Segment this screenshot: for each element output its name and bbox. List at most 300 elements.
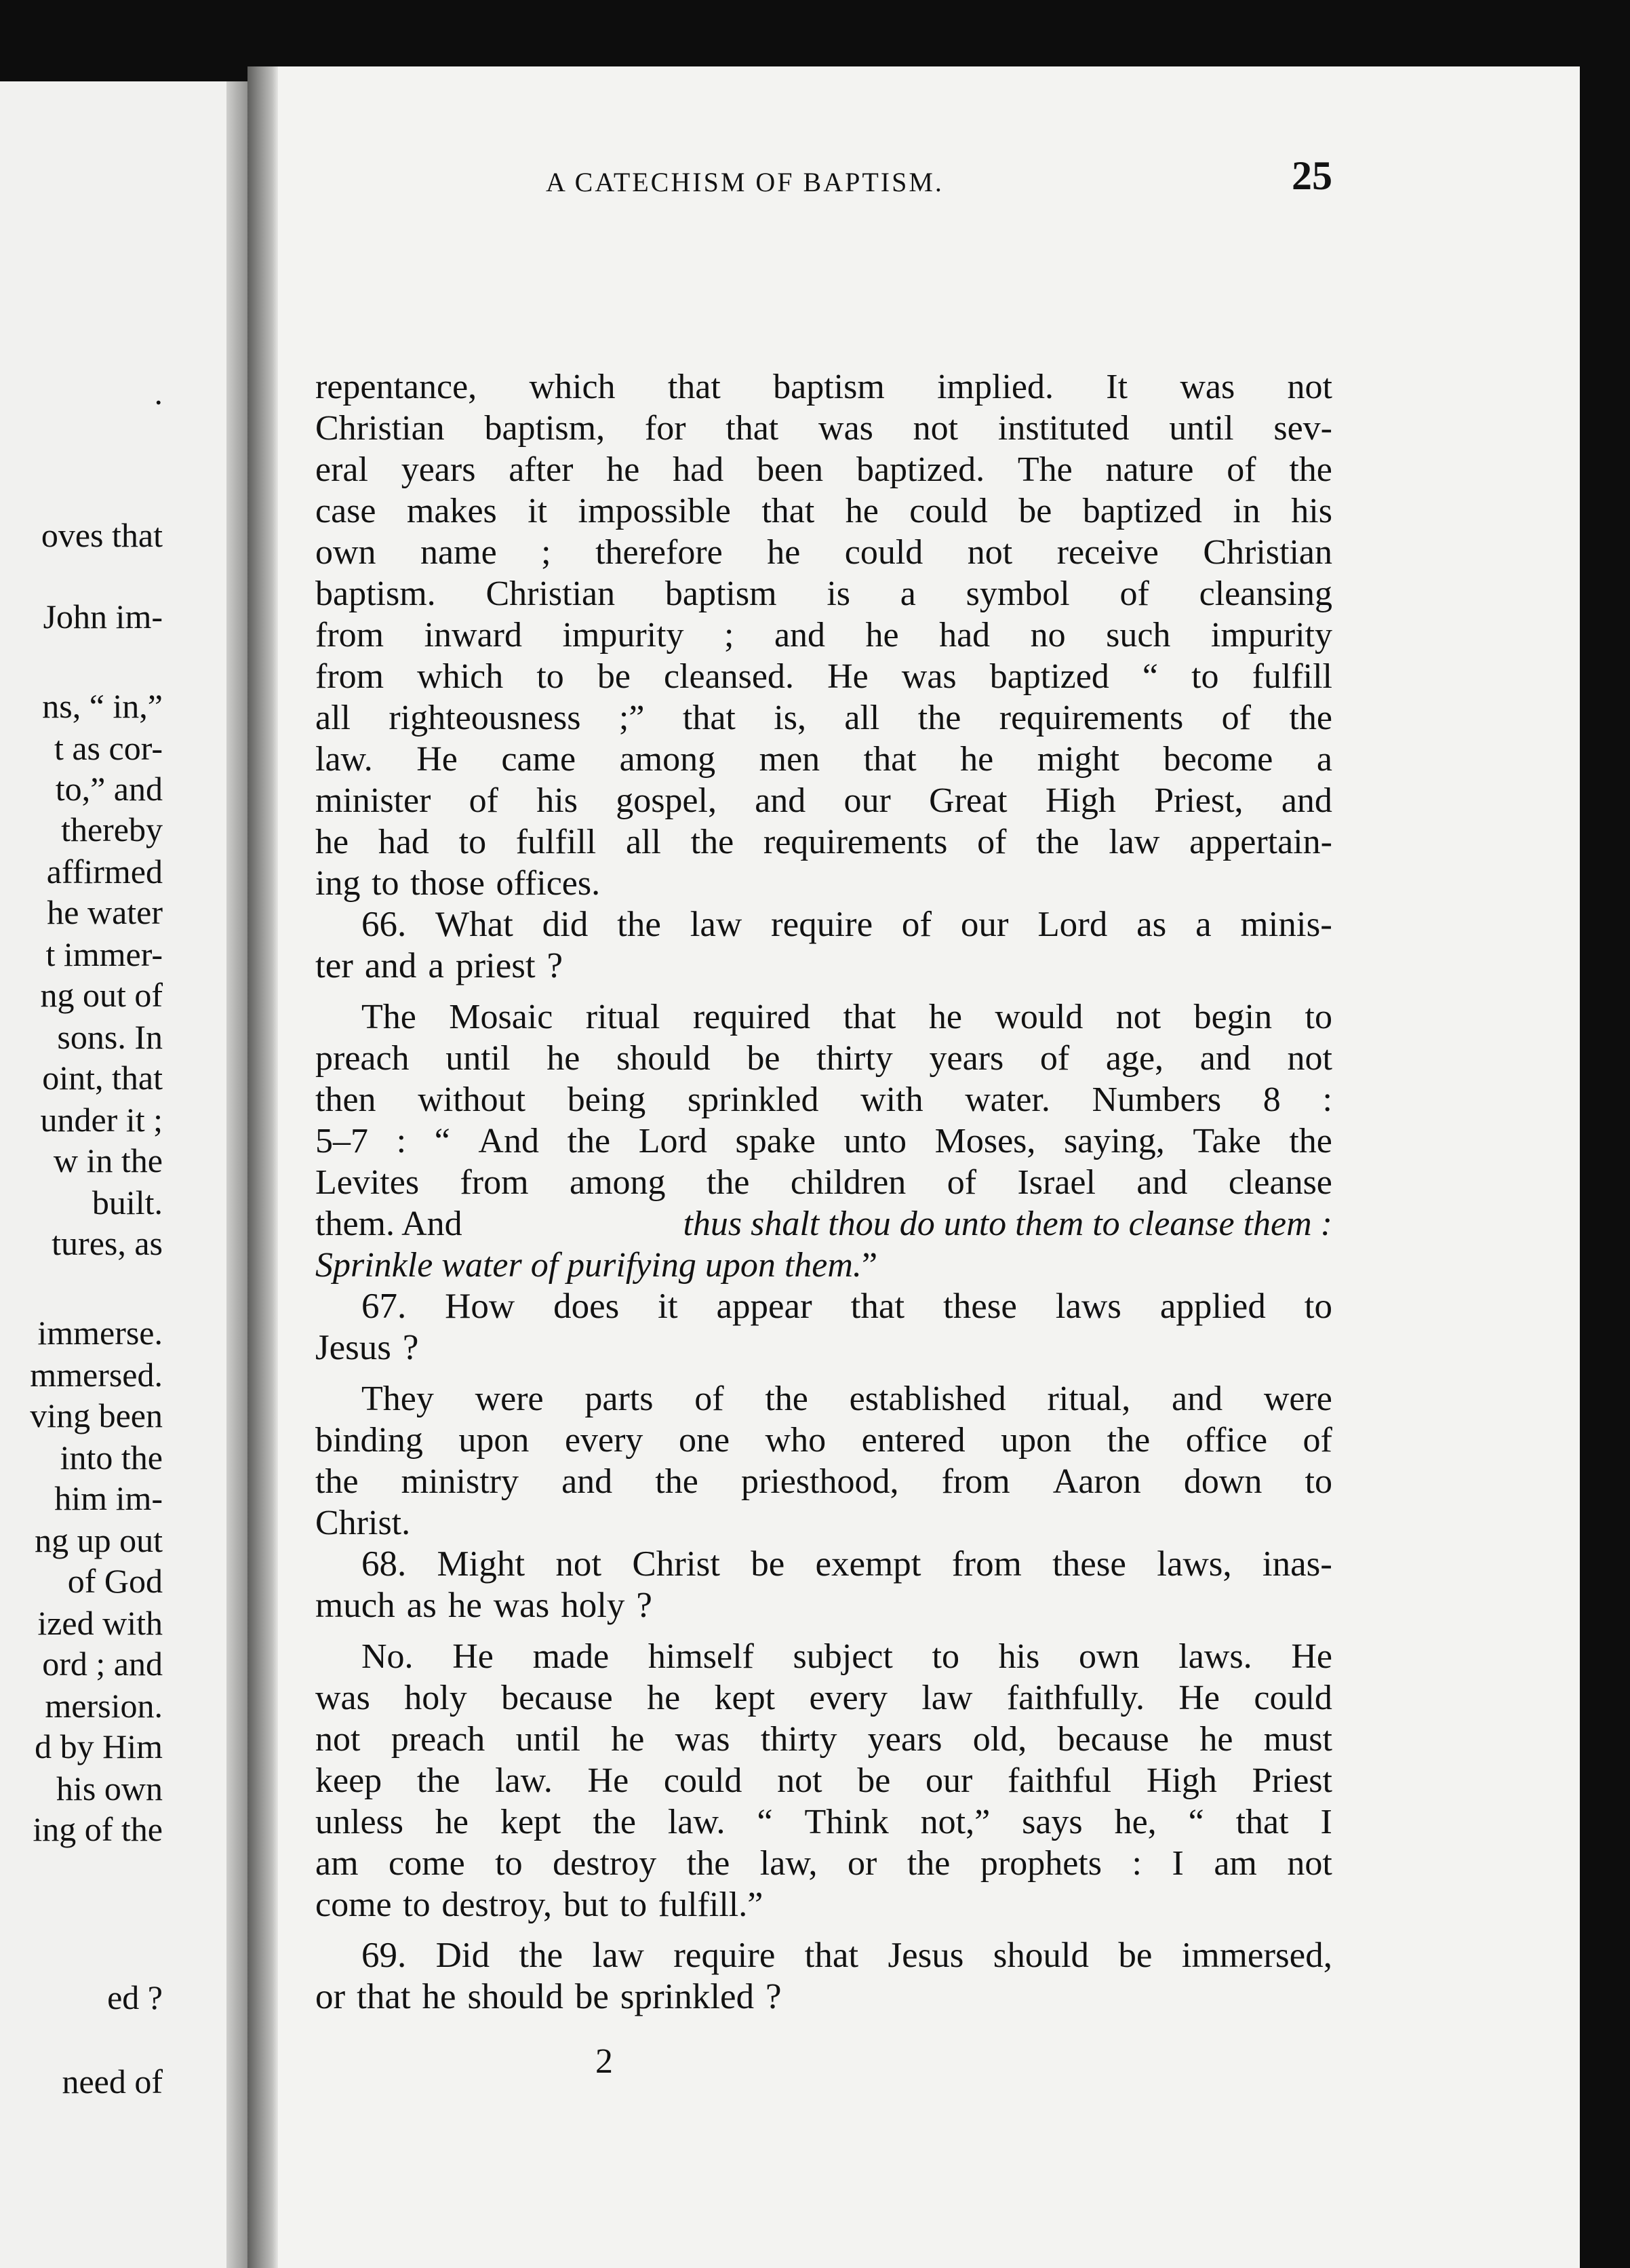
word: was (315, 1679, 370, 1717)
word: could (1254, 1679, 1332, 1717)
word: our (843, 781, 891, 820)
word: of (901, 905, 932, 944)
word: He (1291, 1637, 1332, 1676)
word: He (587, 1761, 629, 1800)
word: baptism (664, 574, 777, 613)
word: that (843, 998, 896, 1036)
word: law (592, 1936, 644, 1975)
word: were (475, 1380, 544, 1418)
word: then (315, 1080, 376, 1119)
word: the (315, 1462, 359, 1501)
text-line (315, 408, 1332, 449)
word: be (747, 1039, 780, 1078)
word: among (619, 740, 716, 779)
text-span: them. And (315, 1205, 462, 1243)
page-header (315, 153, 1332, 227)
word: from (951, 1544, 1022, 1584)
word: baptized. (856, 450, 985, 489)
answer-68 (315, 1636, 1332, 1677)
word: or (315, 1977, 346, 2016)
word: until (515, 1720, 580, 1759)
word: the (907, 1844, 951, 1883)
word: baptism, (484, 409, 605, 448)
word: being (567, 1080, 646, 1119)
word: could (663, 1761, 742, 1800)
word: faithfully. (1006, 1679, 1145, 1717)
word: Mosaic (449, 998, 553, 1036)
word: be (574, 1977, 609, 2016)
word: Christ. (315, 1504, 411, 1542)
word: law. (495, 1761, 553, 1800)
text-line (315, 863, 1332, 904)
word: he (546, 1039, 580, 1078)
left-fragment: d by Him (35, 1727, 163, 1765)
word: to (1305, 998, 1332, 1036)
word: he, (1114, 1803, 1157, 1841)
word: the (416, 1761, 460, 1800)
word: Might (437, 1544, 525, 1584)
word: “ (1142, 657, 1158, 696)
word: priest (455, 946, 536, 985)
word: ter (315, 946, 353, 985)
word: appear (716, 1287, 812, 1326)
word: not (1287, 368, 1332, 406)
word: not (555, 1544, 602, 1584)
word: that (850, 1287, 905, 1326)
word: to (932, 1637, 959, 1676)
word: had (939, 616, 991, 654)
word: : (1132, 1844, 1142, 1883)
word: the (706, 1163, 750, 1202)
text-line (315, 1038, 1332, 1079)
word: the (1107, 1421, 1151, 1460)
word: entered (861, 1421, 966, 1460)
word: Take (1193, 1122, 1261, 1160)
word: of (1221, 699, 1251, 737)
word: nature (1105, 450, 1194, 489)
word: no (1030, 616, 1066, 654)
word: the (593, 1803, 636, 1841)
word: to (403, 1885, 431, 1924)
text-line (315, 656, 1332, 697)
word: was (675, 1720, 730, 1759)
text-line (315, 1719, 1332, 1760)
word: It (1106, 368, 1128, 406)
word: be (751, 1544, 785, 1584)
word: law. (667, 1803, 725, 1841)
word: after (509, 450, 574, 489)
word: and (364, 946, 417, 985)
word: he (315, 823, 349, 861)
word: all (625, 823, 661, 861)
text-line (315, 532, 1332, 573)
word: ? (402, 1328, 419, 1367)
word: require (673, 1936, 776, 1975)
italic-span: Sprinkle water of purifying upon them. (315, 1246, 862, 1285)
word: for (644, 409, 686, 448)
word: he (422, 1977, 456, 2016)
word: cleansing (1199, 574, 1332, 613)
text-line (315, 1203, 1332, 1245)
text-line (315, 780, 1332, 821)
text-line (315, 1079, 1332, 1120)
question-68 (315, 1544, 1332, 1585)
word: Great (929, 781, 1008, 820)
word: appertain- (1189, 823, 1332, 861)
word: he (448, 1586, 482, 1625)
word: of (1303, 1421, 1332, 1460)
word: among (570, 1163, 666, 1202)
word: water. (965, 1080, 1050, 1119)
text-line (315, 449, 1332, 490)
word: binding (315, 1421, 423, 1460)
word: which (417, 657, 504, 696)
word: Christian (485, 574, 616, 613)
word: all (844, 699, 880, 737)
word: could (909, 492, 988, 530)
word: eral (315, 450, 368, 489)
word: old, (972, 1720, 1027, 1759)
word: of (1119, 574, 1149, 613)
word: receive (1056, 533, 1159, 572)
word: the (686, 1844, 730, 1883)
word: he (845, 492, 879, 530)
text-line (315, 1162, 1332, 1203)
word: that (725, 409, 779, 448)
word: that (863, 740, 917, 779)
left-fragment: . (154, 374, 163, 412)
word: prophets (980, 1844, 1102, 1883)
word: The (1017, 450, 1073, 489)
word: baptism (773, 368, 885, 406)
question-66 (315, 904, 1332, 945)
word: “ (1188, 1803, 1204, 1841)
word: 5–7 (315, 1122, 368, 1160)
word: from (460, 1163, 529, 1202)
word: righteousness (389, 699, 581, 737)
word: minister (315, 781, 431, 820)
text-line (315, 1585, 1332, 1626)
facing-page (0, 81, 258, 2268)
word: were (1263, 1380, 1332, 1418)
word: he (647, 1679, 681, 1717)
word: Lord (638, 1122, 707, 1160)
word: name (420, 533, 497, 572)
word: not (967, 533, 1013, 572)
word: Did (435, 1936, 490, 1975)
word: the (617, 905, 661, 944)
word: upon (458, 1421, 530, 1460)
word: until (1169, 409, 1234, 448)
word: laws (1055, 1287, 1121, 1326)
word: The (361, 998, 416, 1036)
text-line (315, 1760, 1332, 1801)
word: age, (1105, 1039, 1164, 1078)
left-fragment: t as cor- (54, 729, 163, 767)
word: a (1195, 905, 1212, 944)
word: come (389, 1844, 465, 1883)
left-fragment: oint, that (42, 1059, 163, 1097)
word: ; (541, 533, 551, 572)
word: he (865, 616, 899, 654)
word: in (1233, 492, 1260, 530)
word: the (1289, 1122, 1332, 1160)
word: Numbers (1092, 1080, 1222, 1119)
word: Think (804, 1803, 889, 1841)
word: minis- (1240, 905, 1332, 944)
page-number: 25 (1292, 153, 1332, 198)
word: those (410, 864, 485, 903)
word: these (942, 1287, 1017, 1326)
word: He (416, 740, 458, 779)
text-line (315, 739, 1332, 780)
left-fragment: ized with (37, 1604, 163, 1642)
word: had (378, 823, 429, 861)
word: that (761, 492, 815, 530)
word: not (777, 1761, 822, 1800)
word: and (755, 781, 806, 820)
word: unless (315, 1803, 403, 1841)
left-fragment: to,” and (55, 770, 163, 808)
word: law, (759, 1844, 818, 1883)
word: a (1316, 740, 1332, 779)
word: does (553, 1287, 620, 1326)
word: Christian (315, 409, 445, 448)
word: own (315, 533, 376, 572)
word: to (495, 1844, 523, 1883)
word: upon (1001, 1421, 1072, 1460)
left-fragment: ng up out (35, 1521, 163, 1559)
word: cleanse (1228, 1163, 1332, 1202)
left-fragment: mmersed. (30, 1356, 163, 1394)
word: impurity (562, 616, 684, 654)
word: to (536, 657, 564, 696)
word: that (804, 1936, 859, 1975)
word: and (1281, 781, 1332, 820)
text-line (315, 366, 1332, 408)
word: made (532, 1637, 610, 1676)
word: was (1180, 368, 1235, 406)
word: 8 (1263, 1080, 1281, 1119)
running-title: A CATECHISM OF BAPTISM. (546, 167, 944, 197)
question-69 (315, 1935, 1332, 1976)
word: to (1191, 657, 1219, 696)
italic-span: thus shalt thou do unto them to cleanse them : (683, 1205, 1332, 1243)
text-line (315, 1677, 1332, 1719)
word: kept (500, 1803, 561, 1841)
left-fragment: ed ? (107, 1978, 163, 2016)
word: that (1235, 1803, 1289, 1841)
left-fragment: ord ; and (42, 1645, 163, 1683)
word: baptism. (315, 574, 436, 613)
word: not (1115, 998, 1161, 1036)
word: without (418, 1080, 526, 1119)
word: law (921, 1679, 973, 1717)
word: cleansed. (663, 657, 794, 696)
text-span: ” (861, 1246, 878, 1285)
word: these (1052, 1544, 1126, 1584)
word: destroy, (441, 1885, 553, 1924)
word: saying, (1064, 1122, 1165, 1160)
text-line (315, 1327, 1332, 1369)
word: be (1018, 492, 1052, 530)
word: applied (1159, 1287, 1266, 1326)
word: law (690, 905, 742, 944)
word: “ (757, 1803, 773, 1841)
word: to (619, 1885, 648, 1924)
word: case (315, 492, 376, 530)
word: not (913, 409, 959, 448)
word: He (1178, 1679, 1220, 1717)
word: impossible (578, 492, 731, 530)
word: Levites (315, 1163, 420, 1202)
word: not (315, 1720, 361, 1759)
word: Israel (1017, 1163, 1096, 1202)
word: might (1037, 740, 1120, 779)
word: laws. (1178, 1637, 1252, 1676)
word: laws, (1157, 1544, 1232, 1584)
word: preach (391, 1720, 485, 1759)
word: from (315, 657, 384, 696)
word: How (445, 1287, 515, 1326)
word: should (993, 1936, 1090, 1975)
left-fragment: mersion. (45, 1687, 163, 1725)
text-line (315, 1801, 1332, 1843)
word: ritual, (1047, 1380, 1131, 1418)
word: one (678, 1421, 730, 1460)
word: Christian (1203, 533, 1332, 572)
text-line (315, 1120, 1332, 1162)
word: all (315, 699, 351, 737)
text-line (315, 821, 1332, 863)
word: inward (424, 616, 522, 654)
word: and (774, 616, 826, 654)
word: he (606, 450, 640, 489)
word: would (995, 998, 1084, 1036)
answer-66 (315, 996, 1332, 1038)
left-fragment: w in the (53, 1141, 163, 1179)
word: years (929, 1039, 1004, 1078)
word: our (926, 1761, 973, 1800)
word: but (563, 1885, 609, 1924)
word: the (1036, 823, 1079, 861)
left-fragment: thereby (61, 810, 163, 848)
left-fragment: him im- (54, 1479, 163, 1517)
word: sev- (1273, 409, 1332, 448)
word: implied. (937, 368, 1054, 406)
word: am (315, 1844, 359, 1883)
answer-67 (315, 1378, 1332, 1420)
word: his (998, 1637, 1040, 1676)
word: requirements (763, 823, 948, 861)
word: makes (406, 492, 497, 530)
word: ? (766, 1977, 782, 2016)
word: fulfill (515, 823, 597, 861)
word: “ (434, 1122, 450, 1160)
word: much (315, 1586, 395, 1625)
word: requirements (999, 699, 1184, 737)
right-gutter-shadow (247, 66, 278, 2268)
word: ;” (618, 699, 645, 737)
word: parts (584, 1380, 654, 1418)
word: with (860, 1080, 923, 1119)
word: ? (636, 1586, 652, 1625)
word: : (1322, 1080, 1332, 1119)
left-fragment: John im- (43, 598, 163, 636)
word: to (1305, 1462, 1332, 1501)
word: could (844, 533, 923, 572)
word: and (1172, 1380, 1223, 1418)
question-67 (315, 1286, 1332, 1327)
left-fragment: affirmed (46, 853, 163, 891)
word: it (658, 1287, 678, 1326)
word: is (827, 574, 850, 613)
word: own (1079, 1637, 1140, 1676)
word: High (1045, 781, 1116, 820)
word: was (493, 1586, 550, 1625)
word: such (1106, 616, 1171, 654)
text-line (315, 1461, 1332, 1502)
word: holy (561, 1586, 625, 1625)
word: be (857, 1761, 891, 1800)
word: which (529, 368, 616, 406)
left-fragment: tures, as (52, 1224, 163, 1262)
word: as (1136, 905, 1167, 944)
word: had (673, 450, 724, 489)
word: that (357, 1977, 411, 2016)
word: until (445, 1039, 511, 1078)
word: What (435, 905, 513, 944)
word: Jesus (888, 1936, 964, 1975)
word: preach (315, 1039, 410, 1078)
left-fragment: into the (60, 1439, 163, 1477)
word: says (1022, 1803, 1083, 1841)
word: the (765, 1380, 808, 1418)
word: Moses, (934, 1122, 1036, 1160)
word: the (1289, 450, 1332, 489)
text-line (315, 490, 1332, 532)
word: holy (404, 1679, 467, 1717)
word: every (809, 1679, 888, 1717)
word: the (567, 1122, 611, 1160)
word: fulfill.” (658, 1885, 763, 1924)
word: years (867, 1720, 942, 1759)
word: he (767, 533, 801, 572)
word: who (765, 1421, 827, 1460)
word: come (315, 1885, 392, 1924)
word: Jesus (315, 1328, 391, 1367)
word: a (900, 574, 916, 613)
word: No. (361, 1637, 414, 1676)
word: to (458, 823, 487, 861)
text-line (315, 1884, 1332, 1925)
word: established (849, 1380, 1006, 1418)
word: of (1227, 450, 1256, 489)
word: ritual (585, 998, 660, 1036)
word: thirty (816, 1039, 893, 1078)
page-body (315, 366, 1332, 2018)
word: the (655, 1462, 698, 1501)
word: symbol (966, 574, 1070, 613)
word: should (467, 1977, 563, 2016)
word: Lord (1037, 905, 1108, 944)
word: must (1263, 1720, 1332, 1759)
word: 68. (361, 1544, 407, 1584)
word: was (818, 409, 873, 448)
word: baptized (1082, 492, 1202, 530)
signature-mark: 2 (595, 2042, 613, 2081)
word: And (478, 1122, 539, 1160)
